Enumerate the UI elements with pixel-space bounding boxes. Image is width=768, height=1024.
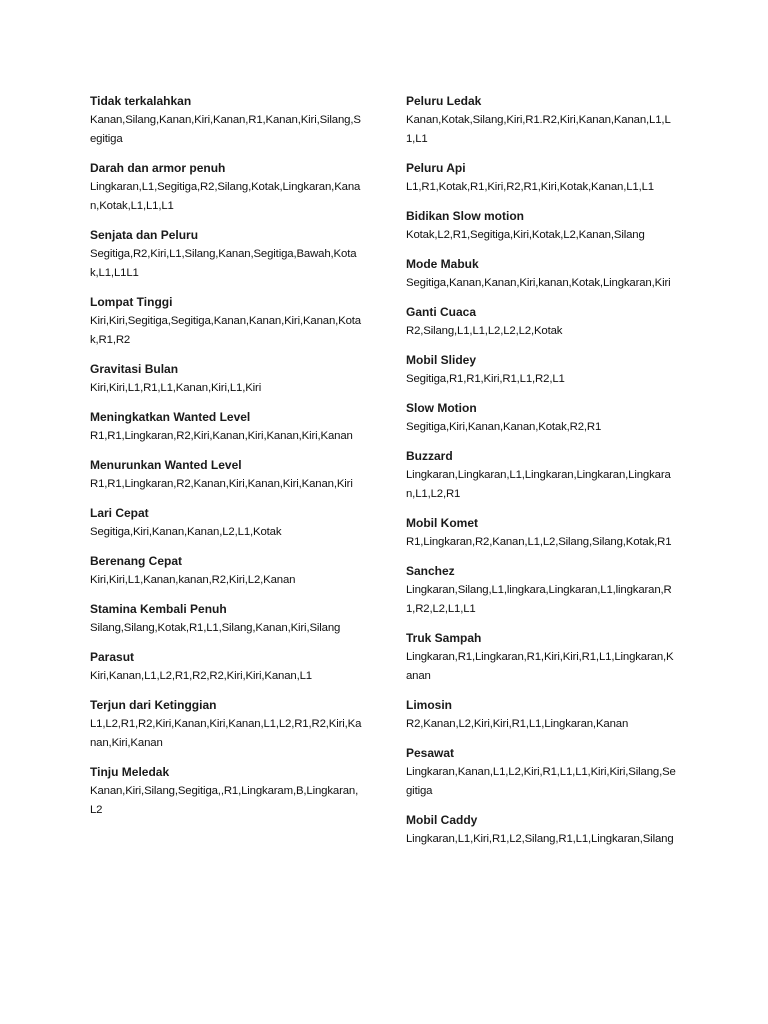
cheat-code: Lingkaran,L1,Kiri,R1,L2,Silang,R1,L1,Lingkaran,Silang	[406, 833, 674, 845]
cheat-code: Silang,Silang,Kotak,R1,L1,Silang,Kanan,Kiri,Silang	[90, 622, 341, 634]
cheat-entry	[406, 255, 678, 293]
cheat-code: Lingkaran,Lingkaran,L1,Lingkaran,Lingkaran,Lingkaran,L1,L2,R1	[406, 469, 671, 500]
cheat-entry	[406, 207, 678, 245]
cheat-entry	[90, 226, 362, 283]
cheat-title: Mobil Caddy	[406, 813, 478, 827]
cheat-title: Tidak terkalahkan	[90, 94, 192, 108]
cheat-entry	[90, 552, 362, 590]
cheat-code: R1,R1,Lingkaran,R2,Kiri,Kanan,Kiri,Kanan,Kiri,Kanan	[90, 430, 353, 442]
cheat-code: L1,R1,Kotak,R1,Kiri,R2,R1,Kiri,Kotak,Kanan,L1,L1	[406, 181, 654, 193]
cheat-title: Peluru Api	[406, 161, 466, 175]
cheat-title: Senjata dan Peluru	[90, 228, 199, 242]
cheat-title: Limosin	[406, 698, 453, 712]
cheat-code: R1,Lingkaran,R2,Kanan,L1,L2,Silang,Silang,Kotak,R1	[406, 536, 672, 548]
cheat-entry	[406, 744, 678, 801]
cheat-entry	[406, 399, 678, 437]
cheat-title: Mobil Komet	[406, 516, 478, 530]
cheat-title: Stamina Kembali Penuh	[90, 602, 227, 616]
cheat-title: Truk Sampah	[406, 631, 482, 645]
cheat-title: Parasut	[90, 650, 135, 664]
cheat-title: Sanchez	[406, 564, 455, 578]
cheat-title: Lompat Tinggi	[90, 295, 173, 309]
cheat-title: Menurunkan Wanted Level	[90, 458, 242, 472]
cheat-entry	[90, 696, 362, 753]
cheat-code: Segitiga,Kiri,Kanan,Kanan,Kotak,R2,R1	[406, 421, 602, 433]
cheat-entry	[406, 696, 678, 734]
cheat-entry	[90, 763, 362, 820]
cheat-title: Terjun dari Ketinggian	[90, 698, 217, 712]
cheat-entry	[406, 562, 678, 619]
cheat-code: Kiri,Kiri,L1,R1,L1,Kanan,Kiri,L1,Kiri	[90, 382, 262, 394]
cheat-entry	[406, 447, 678, 504]
cheat-code: Kiri,Kiri,L1,Kanan,kanan,R2,Kiri,L2,Kanan	[90, 574, 296, 586]
cheat-entry	[90, 504, 362, 542]
cheat-title: Mobil Slidey	[406, 353, 477, 367]
cheat-entry	[90, 648, 362, 686]
cheat-code: R1,R1,Lingkaran,R2,Kanan,Kiri,Kanan,Kiri,Kanan,Kiri	[90, 478, 353, 490]
cheat-code: Lingkaran,Kanan,L1,L2,Kiri,R1,L1,L1,Kiri,Kiri,Silang,Segitiga	[406, 766, 676, 797]
cheat-code: Segitiga,R2,Kiri,L1,Silang,Kanan,Segitiga,Bawah,Kotak,L1,L1L1	[90, 248, 357, 279]
cheat-entry	[90, 600, 362, 638]
cheat-title: Ganti Cuaca	[406, 305, 477, 319]
cheat-code: Lingkaran,R1,Lingkaran,R1,Kiri,Kiri,R1,L1,Lingkaran,Kanan	[406, 651, 674, 682]
cheat-entry	[406, 303, 678, 341]
cheat-title: Lari Cepat	[90, 506, 149, 520]
cheat-entry	[406, 514, 678, 552]
cheat-code: Lingkaran,L1,Segitiga,R2,Silang,Kotak,Lingkaran,Kanan,Kotak,L1,L1,L1	[90, 181, 361, 212]
cheat-code: Lingkaran,Silang,L1,lingkara,Lingkaran,L1,lingkaran,R1,R2,L2,L1,L1	[406, 584, 672, 615]
cheat-entry	[406, 92, 678, 149]
cheat-title: Darah dan armor penuh	[90, 161, 226, 175]
cheat-code: Kotak,L2,R1,Segitiga,Kiri,Kotak,L2,Kanan,Silang	[406, 229, 645, 241]
cheat-title: Gravitasi Bulan	[90, 362, 179, 376]
cheat-code: R2,Silang,L1,L1,L2,L2,L2,Kotak	[406, 325, 563, 337]
right-column	[406, 92, 678, 859]
cheat-title: Tinju Meledak	[90, 765, 170, 779]
cheat-code: L1,L2,R1,R2,Kiri,Kanan,Kiri,Kanan,L1,L2,R1,R2,Kiri,Kanan,Kiri,Kanan	[90, 718, 362, 749]
cheat-entry	[90, 92, 362, 149]
cheat-code: Segitiga,Kanan,Kanan,Kiri,kanan,Kotak,Lingkaran,Kiri	[406, 277, 671, 289]
cheat-code: Kanan,Silang,Kanan,Kiri,Kanan,R1,Kanan,Kiri,Silang,Segitiga	[90, 114, 361, 145]
cheat-entry	[406, 629, 678, 686]
cheat-entry	[90, 293, 362, 350]
cheat-code: Kiri,Kanan,L1,L2,R1,R2,R2,Kiri,Kiri,Kanan,L1	[90, 670, 312, 682]
cheat-title: Slow Motion	[406, 401, 477, 415]
cheat-entry	[90, 159, 362, 216]
cheat-entry	[90, 360, 362, 398]
cheat-entry	[406, 811, 678, 849]
cheat-code: Segitiga,Kiri,Kanan,Kanan,L2,L1,Kotak	[90, 526, 282, 538]
cheat-title: Mode Mabuk	[406, 257, 479, 271]
cheat-title: Bidikan Slow motion	[406, 209, 525, 223]
cheat-title: Buzzard	[406, 449, 453, 463]
cheat-title: Peluru Ledak	[406, 94, 482, 108]
cheat-entry	[406, 351, 678, 389]
cheat-entry	[406, 159, 678, 197]
cheat-title: Pesawat	[406, 746, 455, 760]
cheat-code: Segitiga,R1,R1,Kiri,R1,L1,R2,L1	[406, 373, 565, 385]
cheat-entry	[90, 456, 362, 494]
cheat-code: Kanan,Kiri,Silang,Segitiga,,R1,Lingkaram,B,Lingkaran,L2	[90, 785, 359, 816]
cheat-entry	[90, 408, 362, 446]
cheat-title: Berenang Cepat	[90, 554, 183, 568]
cheat-code: Kiri,Kiri,Segitiga,Segitiga,Kanan,Kanan,Kiri,Kanan,Kotak,R1,R2	[90, 315, 361, 346]
left-column	[90, 92, 362, 830]
cheat-code: Kanan,Kotak,Silang,Kiri,R1.R2,Kiri,Kanan,Kanan,L1,L1,L1	[406, 114, 671, 145]
cheat-title: Meningkatkan Wanted Level	[90, 410, 251, 424]
cheat-code: R2,Kanan,L2,Kiri,Kiri,R1,L1,Lingkaran,Kanan	[406, 718, 629, 730]
